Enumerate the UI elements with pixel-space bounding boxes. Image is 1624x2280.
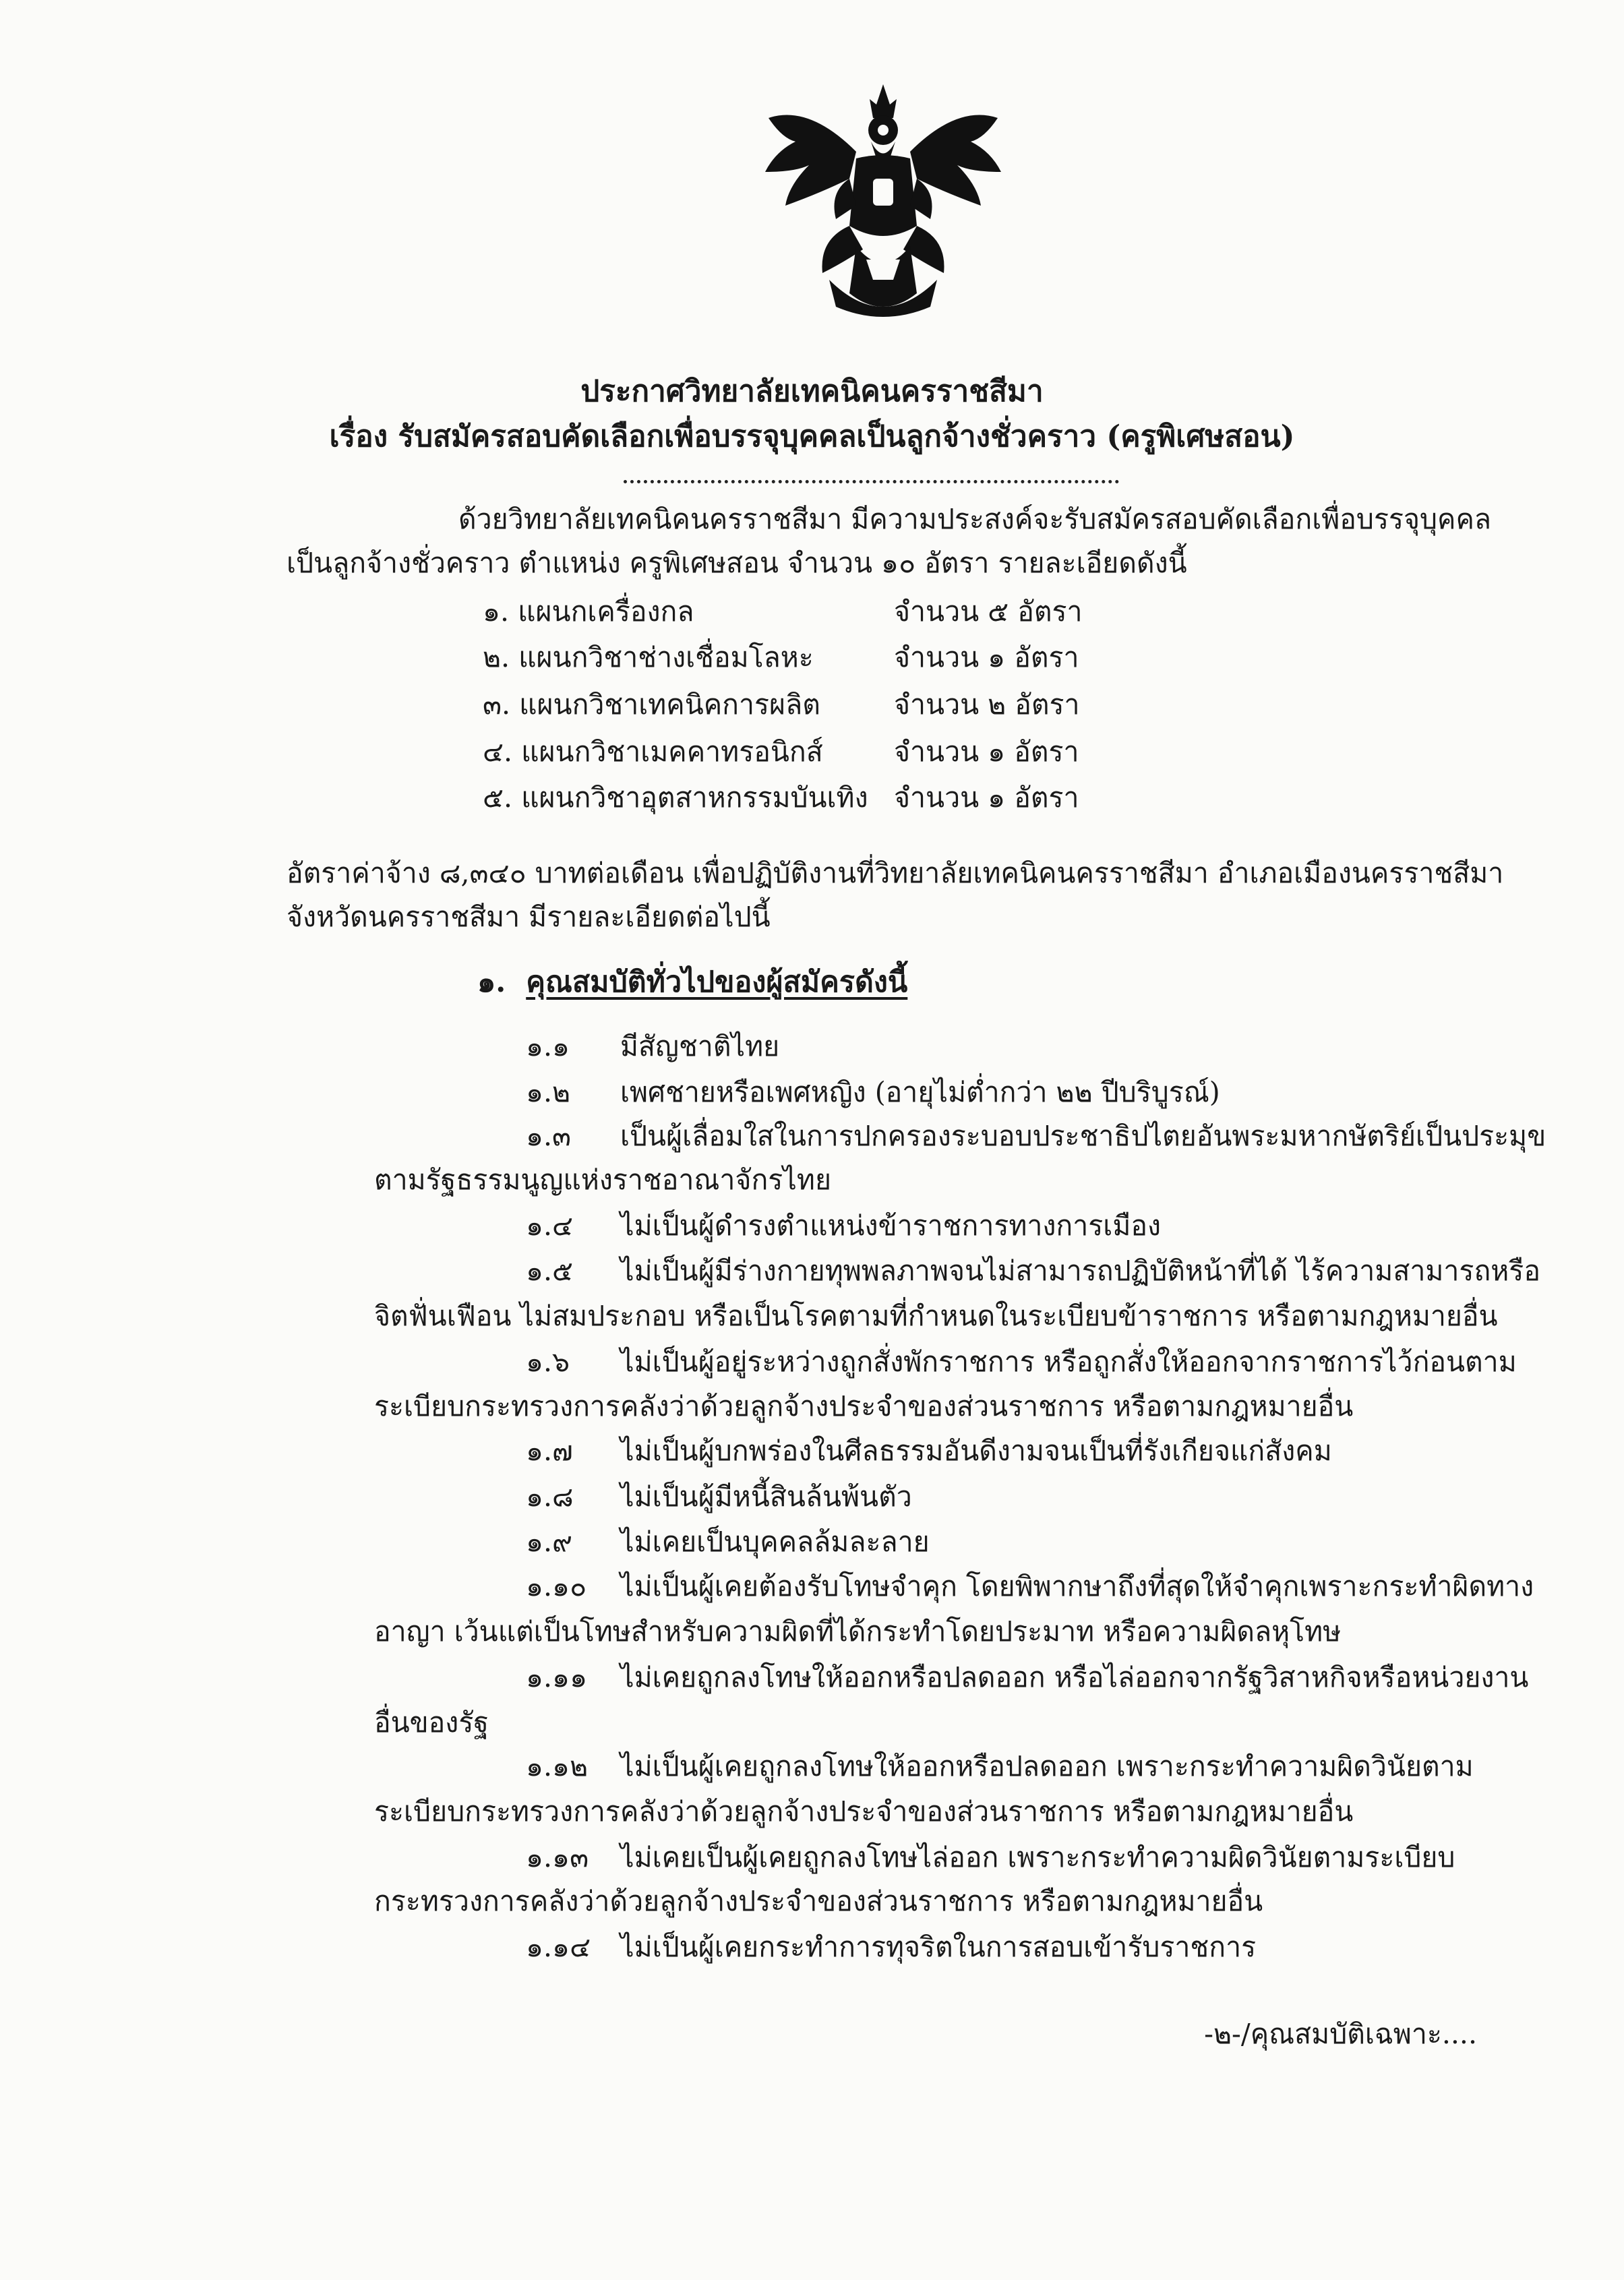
qualification-item: ๑.๕ ไม่เป็นผู้มีร่างกายทุพพลภาพจนไม่สามารถปฏิบัติหน้าที่ได้ ไร้ความสามารถหรือ [526, 1255, 1540, 1287]
position-count: จำนวน ๑ อัตรา [894, 641, 1079, 673]
position-row [483, 595, 1083, 628]
qualification-item-cont: อื่นของรัฐ [374, 1706, 489, 1739]
dotted-divider [624, 480, 1119, 483]
announcement-title: ประกาศวิทยาลัยเทคนิคนครราชสีมา [580, 374, 1044, 409]
position-count: จำนวน ๑ อัตรา [894, 781, 1079, 814]
qualification-item-cont: ระเบียบกระทรวงการคลังว่าด้วยลูกจ้างประจำของส่วนราชการ หรือตามกฎหมายอื่น [374, 1390, 1354, 1422]
qualification-item-cont: อาญา เว้นแต่เป็นโทษสำหรับความผิดที่ได้กระทำโดยประมาท หรือความผิดลหุโทษ [374, 1615, 1342, 1648]
intro-line-1: ด้วยวิทยาลัยเทคนิคนครราชสีมา มีความประสงค์จะรับสมัครสอบคัดเลือกเพื่อบรรจุบุคคล [458, 503, 1492, 535]
qualification-item: ๑.๖ ไม่เป็นผู้อยู่ระหว่างถูกสั่งพักราชการ หรือถูกสั่งให้ออกจากราชการไว้ก่อนตาม [526, 1346, 1517, 1378]
wage-line-1: อัตราค่าจ้าง ๘,๓๔๐ บาทต่อเดือน เพื่อปฏิบัติงานที่วิทยาลัยเทคนิคนครราชสีมา อำเภอเมืองนครราชสีมา [287, 857, 1504, 889]
position-dept: ๓. แผนกวิชาเทคนิคการผลิต [483, 688, 820, 721]
position-count: จำนวน ๒ อัตรา [894, 688, 1080, 721]
section-1-number: ๑. [477, 965, 506, 999]
qualification-item-cont: กระทรวงการคลังว่าด้วยลูกจ้างประจำของส่วนราชการ หรือตามกฎหมายอื่น [374, 1885, 1263, 1917]
position-count: จำนวน ๕ อัตรา [894, 595, 1083, 628]
position-row [483, 781, 1079, 814]
position-dept: ๔. แผนกวิชาเมคคาทรอนิกส์ [483, 736, 823, 768]
section-1-title: คุณสมบัติทั่วไปของผู้สมัครดังนี้ [526, 965, 908, 999]
qualification-item: ๑.๒ เพศชายหรือเพศหญิง (อายุไม่ต่ำกว่า ๒๒ ปีบริบูรณ์) [526, 1076, 1220, 1108]
position-row [483, 641, 1079, 673]
qualification-item: ๑.๑๓ ไม่เคยเป็นผู้เคยถูกลงโทษไล่ออก เพราะกระทำความผิดวินัยตามระเบียบ [526, 1841, 1455, 1873]
section-1-heading [477, 959, 907, 1004]
qualification-item: ๑.๗ ไม่เป็นผู้บกพร่องในศีลธรรมอันดีงามจนเป็นที่รังเกียจแก่สังคม [526, 1435, 1332, 1467]
position-dept: ๕. แผนกวิชาอุตสาหกรรมบันเทิง [483, 781, 868, 814]
qualification-item: ๑.๙ ไม่เคยเป็นบุคคลล้มละลาย [526, 1526, 930, 1558]
qualification-item: ๑.๑๐ ไม่เป็นผู้เคยต้องรับโทษจำคุก โดยพิพากษาถึงที่สุดให้จำคุกเพราะกระทำผิดทาง [526, 1570, 1534, 1602]
position-row [483, 738, 1079, 766]
qualification-item-cont: ตามรัฐธรรมนูญแห่งราชอาณาจักรไทย [374, 1164, 831, 1196]
next-page-reference: -๒-/คุณสมบัติเฉพาะ.... [1204, 2018, 1477, 2050]
position-dept: ๑. แผนกเครื่องกล [483, 595, 694, 628]
qualification-item: ๑.๘ ไม่เป็นผู้มีหนี้สินล้นพ้นตัว [526, 1480, 912, 1513]
intro-line-2: เป็นลูกจ้างชั่วคราว ตำแหน่ง ครูพิเศษสอน จำนวน ๑๐ อัตรา รายละเอียดดังนี้ [287, 547, 1187, 579]
wage-line-2: จังหวัดนครราชสีมา มีรายละเอียดต่อไปนี้ [287, 901, 771, 933]
qualification-item: ๑.๔ ไม่เป็นผู้ดำรงตำแหน่งข้าราชการทางการเมือง [526, 1209, 1161, 1242]
qualification-item: ๑.๑๑ ไม่เคยถูกลงโทษให้ออกหรือปลดออก หรือไล่ออกจากรัฐวิสาหกิจหรือหน่วยงาน [526, 1661, 1529, 1693]
qualification-item-cont: ระเบียบกระทรวงการคลังว่าด้วยลูกจ้างประจำของส่วนราชการ หรือตามกฎหมายอื่น [374, 1795, 1354, 1828]
qualification-item: ๑.๑ มีสัญชาติไทย [526, 1030, 780, 1062]
qualification-item: ๑.๑๔ ไม่เป็นผู้เคยกระทำการทุจริตในการสอบเข้ารับราชการ [526, 1931, 1257, 1963]
qualification-item: ๑.๓ เป็นผู้เลื่อมใสในการปกครองระบอบประชาธิปไตยอันพระมหากษัตริย์เป็นประมุข [526, 1120, 1546, 1152]
garuda-emblem-icon [755, 78, 1011, 330]
qualification-item-cont: จิตฟั่นเฟือน ไม่สมประกอบ หรือเป็นโรคตามที่กำหนดในระเบียบข้าราชการ หรือตามกฎหมายอื่น [374, 1300, 1498, 1332]
announcement-subject: เรื่อง รับสมัครสอบคัดเลือกเพื่อบรรจุบุคคลเป็นลูกจ้างชั่วคราว (ครูพิเศษสอน) [329, 419, 1295, 454]
qualification-item: ๑.๑๒ ไม่เป็นผู้เคยถูกลงโทษให้ออกหรือปลดออก เพราะกระทำความผิดวินัยตาม [526, 1750, 1474, 1782]
position-dept: ๒. แผนกวิชาช่างเชื่อมโลหะ [483, 641, 814, 673]
position-count: จำนวน ๑ อัตรา [894, 736, 1079, 768]
position-row [483, 688, 1080, 721]
